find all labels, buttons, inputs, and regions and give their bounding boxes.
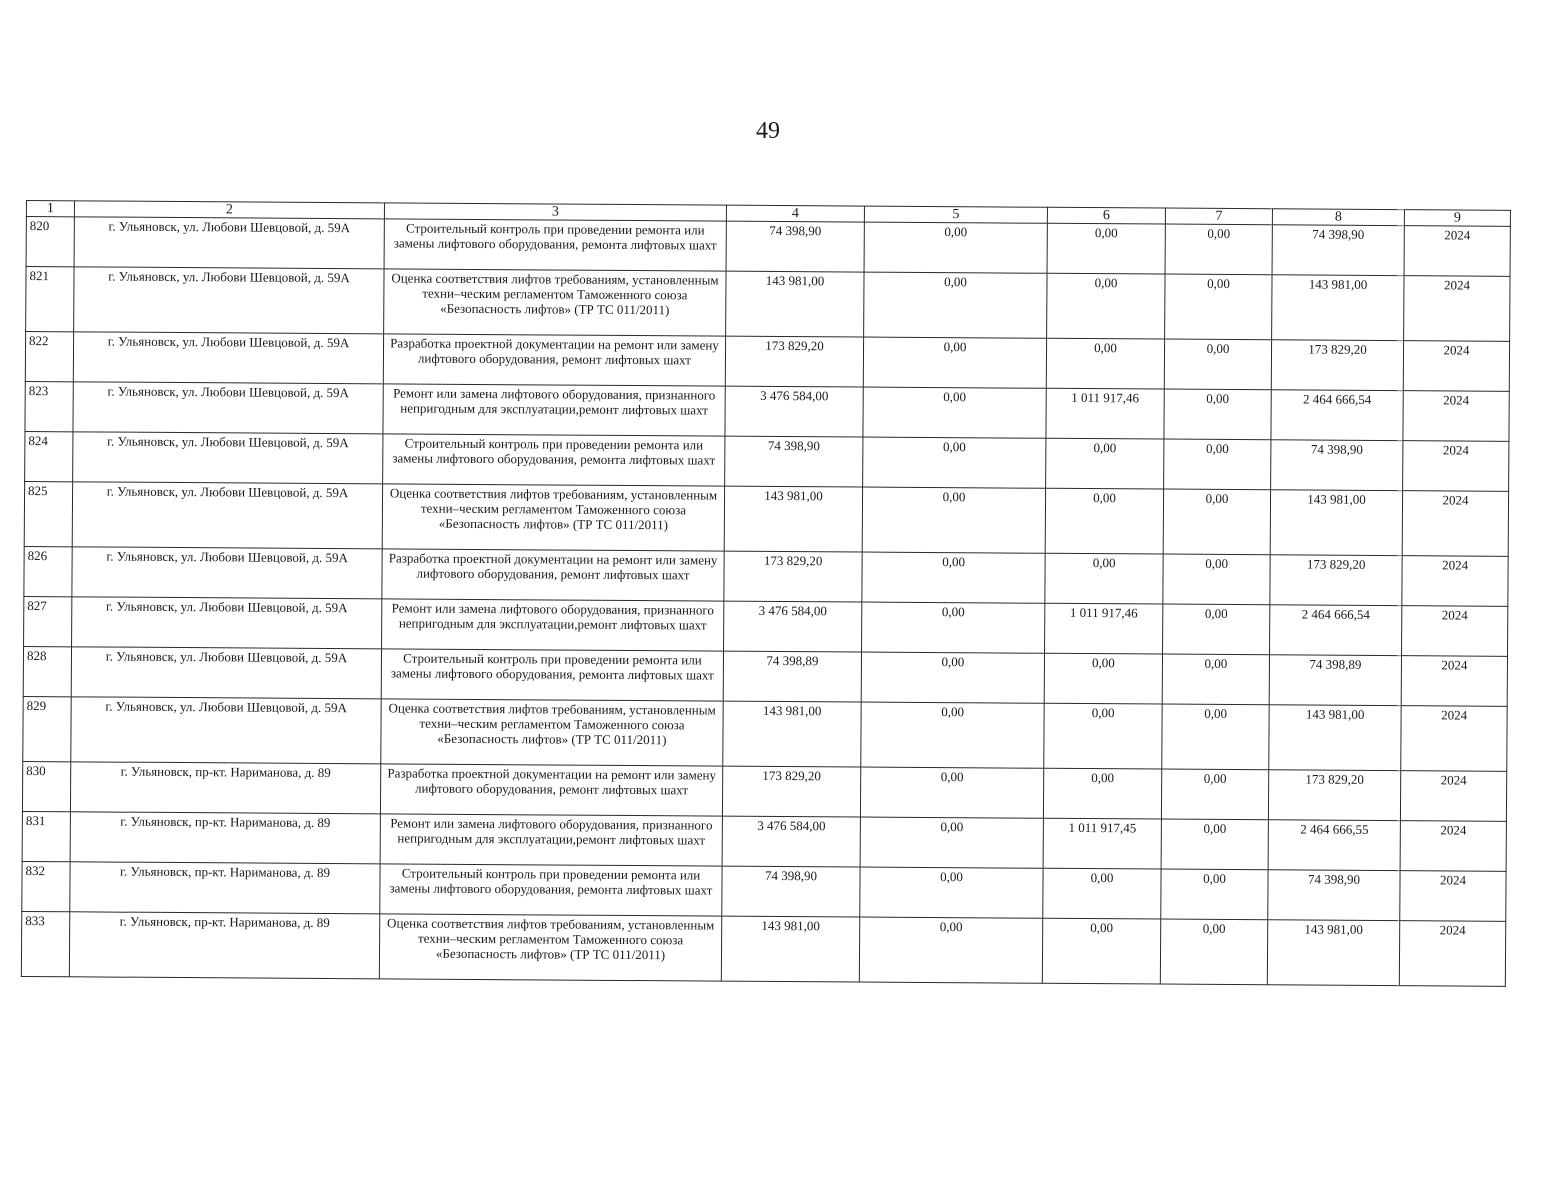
- address-cell: г. Ульяновск, ул. Любови Шевцовой, д. 59А: [73, 382, 383, 434]
- col-5-cell: 0,00: [859, 917, 1042, 983]
- address-cell: г. Ульяновск, пр-кт. Нариманова, д. 89: [69, 912, 379, 979]
- col-7-cell: 0,00: [1163, 554, 1270, 605]
- col-6-cell: 0,00: [1046, 338, 1164, 389]
- total-cost-cell: 143 981,00: [724, 486, 862, 552]
- col-8-cell: 173 829,20: [1268, 770, 1400, 821]
- year-cell: 2024: [1401, 656, 1507, 707]
- col-7-cell: 0,00: [1165, 224, 1272, 275]
- col-5-cell: 0,00: [863, 387, 1046, 438]
- col-8-cell: 74 398,90: [1268, 870, 1400, 921]
- address-cell: г. Ульяновск, ул. Любови Шевцовой, д. 59А: [72, 482, 382, 549]
- total-cost-cell: 74 398,90: [726, 221, 864, 272]
- col-6-cell: 1 011 917,46: [1045, 603, 1163, 654]
- address-cell: г. Ульяновск, ул. Любови Шевцовой, д. 59А: [72, 597, 382, 649]
- page-number: 49: [756, 118, 780, 144]
- year-cell: 2024: [1402, 491, 1508, 557]
- col-5-cell: 0,00: [862, 602, 1045, 653]
- col-8-cell: 143 981,00: [1270, 490, 1402, 556]
- col-8-cell: 143 981,00: [1269, 705, 1401, 771]
- address-cell: г. Ульяновск, ул. Любови Шевцовой, д. 59А: [71, 647, 381, 699]
- col-5-cell: 0,00: [861, 702, 1044, 768]
- table-row: [26, 267, 1510, 342]
- year-cell: 2024: [1401, 706, 1507, 772]
- work-type-cell: Строительный контроль при проведении ремонта или замены лифтового оборудования, ремонта лифтовых шахт: [380, 864, 722, 916]
- year-cell: 2024: [1400, 821, 1506, 872]
- col-5-cell: 0,00: [863, 437, 1046, 488]
- total-cost-cell: 3 476 584,00: [722, 816, 860, 867]
- address-cell: г. Ульяновск, ул. Любови Шевцовой, д. 59А: [74, 217, 384, 269]
- total-cost-cell: 74 398,90: [725, 436, 863, 487]
- col-6-cell: 0,00: [1046, 438, 1164, 489]
- total-cost-cell: 74 398,90: [722, 866, 860, 917]
- total-cost-cell: 3 476 584,00: [724, 601, 862, 652]
- row-number-cell: 829: [23, 696, 71, 761]
- row-number-cell: 832: [22, 861, 70, 911]
- row-number-cell: 826: [24, 546, 72, 596]
- col-7-cell: 0,00: [1161, 869, 1268, 920]
- year-cell: 2024: [1404, 226, 1510, 277]
- year-cell: 2024: [1400, 771, 1506, 822]
- col-7-cell: 0,00: [1161, 769, 1268, 820]
- work-type-cell: Оценка соответствия лифтов требованиям, установленным техни–ческим регламентом Таможенного союза «Безопасность лифтов» (ТР ТС 011/2011): [379, 914, 721, 981]
- col-6-cell: 0,00: [1047, 223, 1165, 274]
- year-cell: 2024: [1402, 556, 1508, 607]
- col-6-cell: 0,00: [1043, 768, 1161, 819]
- year-cell: 2024: [1399, 921, 1505, 987]
- col-5-cell: 0,00: [864, 222, 1047, 273]
- col-8-cell: 2 464 666,55: [1268, 820, 1400, 871]
- col-8-cell: 74 398,90: [1272, 225, 1404, 276]
- address-cell: г. Ульяновск, пр-кт. Нариманова, д. 89: [70, 812, 380, 864]
- col-5-cell: 0,00: [861, 652, 1044, 703]
- col-5-cell: 0,00: [864, 272, 1047, 338]
- work-type-cell: Оценка соответствия лифтов требованиям, установленным техни–ческим регламентом Таможенного союза «Безопасность лифтов» (ТР ТС 011/2011): [382, 484, 724, 551]
- col-7-cell: 0,00: [1162, 704, 1269, 770]
- work-type-cell: Разработка проектной документации на ремонт или замену лифтового оборудования, ремонт лифтовых шахт: [380, 764, 722, 816]
- col-5-cell: 0,00: [862, 552, 1045, 603]
- row-number-cell: 825: [24, 481, 72, 546]
- work-type-cell: Ремонт или замена лифтового оборудования, признанного непригодным для эксплуатации,ремонт лифтовых шахт: [380, 814, 722, 866]
- col-6-cell: 1 011 917,46: [1046, 388, 1164, 439]
- row-number-cell: 831: [22, 811, 70, 861]
- col-7-cell: 0,00: [1162, 654, 1269, 705]
- total-cost-cell: 173 829,20: [725, 336, 863, 387]
- row-number-cell: 824: [25, 431, 73, 481]
- row-number-cell: 822: [25, 332, 73, 382]
- row-number-cell: 827: [24, 596, 72, 646]
- header-col-2: 2: [74, 201, 384, 219]
- header-col-5: 5: [864, 206, 1047, 223]
- year-cell: 2024: [1403, 391, 1509, 442]
- work-type-cell: Разработка проектной документации на ремонт или замену лифтового оборудования, ремонт лифтовых шахт: [383, 334, 725, 386]
- col-6-cell: 0,00: [1042, 918, 1160, 984]
- total-cost-cell: 173 829,20: [722, 766, 860, 817]
- col-8-cell: 74 398,90: [1271, 440, 1403, 491]
- year-cell: 2024: [1404, 276, 1510, 342]
- address-cell: г. Ульяновск, ул. Любови Шевцовой, д. 59А: [74, 267, 384, 334]
- col-6-cell: 0,00: [1047, 273, 1165, 339]
- col-5-cell: 0,00: [862, 487, 1045, 553]
- col-8-cell: 143 981,00: [1272, 275, 1404, 341]
- row-number-cell: 823: [25, 381, 73, 431]
- row-number-cell: 828: [23, 646, 71, 696]
- year-cell: 2024: [1400, 871, 1506, 922]
- row-number-cell: 830: [22, 761, 70, 811]
- col-7-cell: 0,00: [1164, 339, 1271, 390]
- work-type-cell: Строительный контроль при проведении ремонта или замены лифтового оборудования, ремонта лифтовых шахт: [384, 219, 726, 271]
- col-6-cell: 0,00: [1044, 703, 1162, 769]
- total-cost-cell: 173 829,20: [724, 551, 862, 602]
- col-5-cell: 0,00: [860, 867, 1043, 918]
- header-col-6: 6: [1047, 207, 1165, 224]
- work-schedule-table: [21, 200, 1511, 987]
- col-8-cell: 173 829,20: [1271, 340, 1403, 391]
- table-row: [23, 696, 1507, 771]
- col-8-cell: 74 398,89: [1269, 655, 1401, 706]
- col-7-cell: 0,00: [1165, 274, 1272, 340]
- address-cell: г. Ульяновск, ул. Любови Шевцовой, д. 59А: [73, 432, 383, 484]
- row-number-cell: 820: [26, 217, 74, 267]
- row-number-cell: 821: [26, 267, 74, 332]
- total-cost-cell: 143 981,00: [723, 701, 861, 767]
- table-row: [24, 481, 1508, 556]
- col-7-cell: 0,00: [1161, 819, 1268, 870]
- col-5-cell: 0,00: [863, 337, 1046, 388]
- col-8-cell: 173 829,20: [1270, 555, 1402, 606]
- header-col-9: 9: [1404, 210, 1510, 227]
- header-col-3: 3: [384, 203, 726, 221]
- col-8-cell: 2 464 666,54: [1271, 390, 1403, 441]
- work-type-cell: Оценка соответствия лифтов требованиям, установленным техни–ческим регламентом Таможенного союза «Безопасность лифтов» (ТР ТС 011/2011): [384, 269, 726, 336]
- col-7-cell: 0,00: [1164, 439, 1271, 490]
- address-cell: г. Ульяновск, пр-кт. Нариманова, д. 89: [70, 862, 380, 914]
- col-7-cell: 0,00: [1164, 389, 1271, 440]
- header-col-4: 4: [726, 205, 864, 222]
- work-type-cell: Ремонт или замена лифтового оборудования, признанного непригодным для эксплуатации,ремонт лифтовых шахт: [383, 384, 725, 436]
- total-cost-cell: 3 476 584,00: [725, 386, 863, 437]
- table-body: [21, 217, 1510, 987]
- year-cell: 2024: [1402, 606, 1508, 657]
- table-row: [21, 911, 1505, 986]
- header-col-8: 8: [1272, 209, 1404, 226]
- address-cell: г. Ульяновск, ул. Любови Шевцовой, д. 59А: [71, 697, 381, 764]
- col-6-cell: 0,00: [1045, 488, 1163, 554]
- address-cell: г. Ульяновск, пр-кт. Нариманова, д. 89: [70, 762, 380, 814]
- col-6-cell: 0,00: [1043, 868, 1161, 919]
- col-5-cell: 0,00: [860, 767, 1043, 818]
- year-cell: 2024: [1403, 341, 1509, 392]
- col-6-cell: 0,00: [1045, 553, 1163, 604]
- col-7-cell: 0,00: [1160, 919, 1267, 985]
- year-cell: 2024: [1403, 441, 1509, 492]
- address-cell: г. Ульяновск, ул. Любови Шевцовой, д. 59А: [72, 547, 382, 599]
- col-5-cell: 0,00: [860, 817, 1043, 868]
- col-7-cell: 0,00: [1163, 604, 1270, 655]
- col-7-cell: 0,00: [1163, 489, 1270, 555]
- work-type-cell: Разработка проектной документации на ремонт или замену лифтового оборудования, ремонт лифтовых шахт: [382, 549, 724, 601]
- work-type-cell: Ремонт или замена лифтового оборудования, признанного непригодным для эксплуатации,ремонт лифтовых шахт: [382, 599, 724, 651]
- work-type-cell: Оценка соответствия лифтов требованиям, установленным техни–ческим регламентом Таможенного союза «Безопасность лифтов» (ТР ТС 011/2011): [381, 699, 723, 766]
- col-8-cell: 2 464 666,54: [1270, 605, 1402, 656]
- work-type-cell: Строительный контроль при проведении ремонта или замены лифтового оборудования, ремонта лифтовых шахт: [381, 649, 723, 701]
- header-col-7: 7: [1165, 208, 1272, 225]
- col-8-cell: 143 981,00: [1267, 920, 1399, 986]
- address-cell: г. Ульяновск, ул. Любови Шевцовой, д. 59А: [73, 332, 383, 384]
- col-6-cell: 1 011 917,45: [1043, 818, 1161, 869]
- total-cost-cell: 143 981,00: [721, 916, 859, 982]
- total-cost-cell: 74 398,89: [723, 651, 861, 702]
- row-number-cell: 833: [21, 911, 69, 976]
- total-cost-cell: 143 981,00: [726, 271, 864, 337]
- work-type-cell: Строительный контроль при проведении ремонта или замены лифтового оборудования, ремонта лифтовых шахт: [383, 434, 725, 486]
- col-6-cell: 0,00: [1044, 653, 1162, 704]
- header-col-1: 1: [26, 201, 74, 217]
